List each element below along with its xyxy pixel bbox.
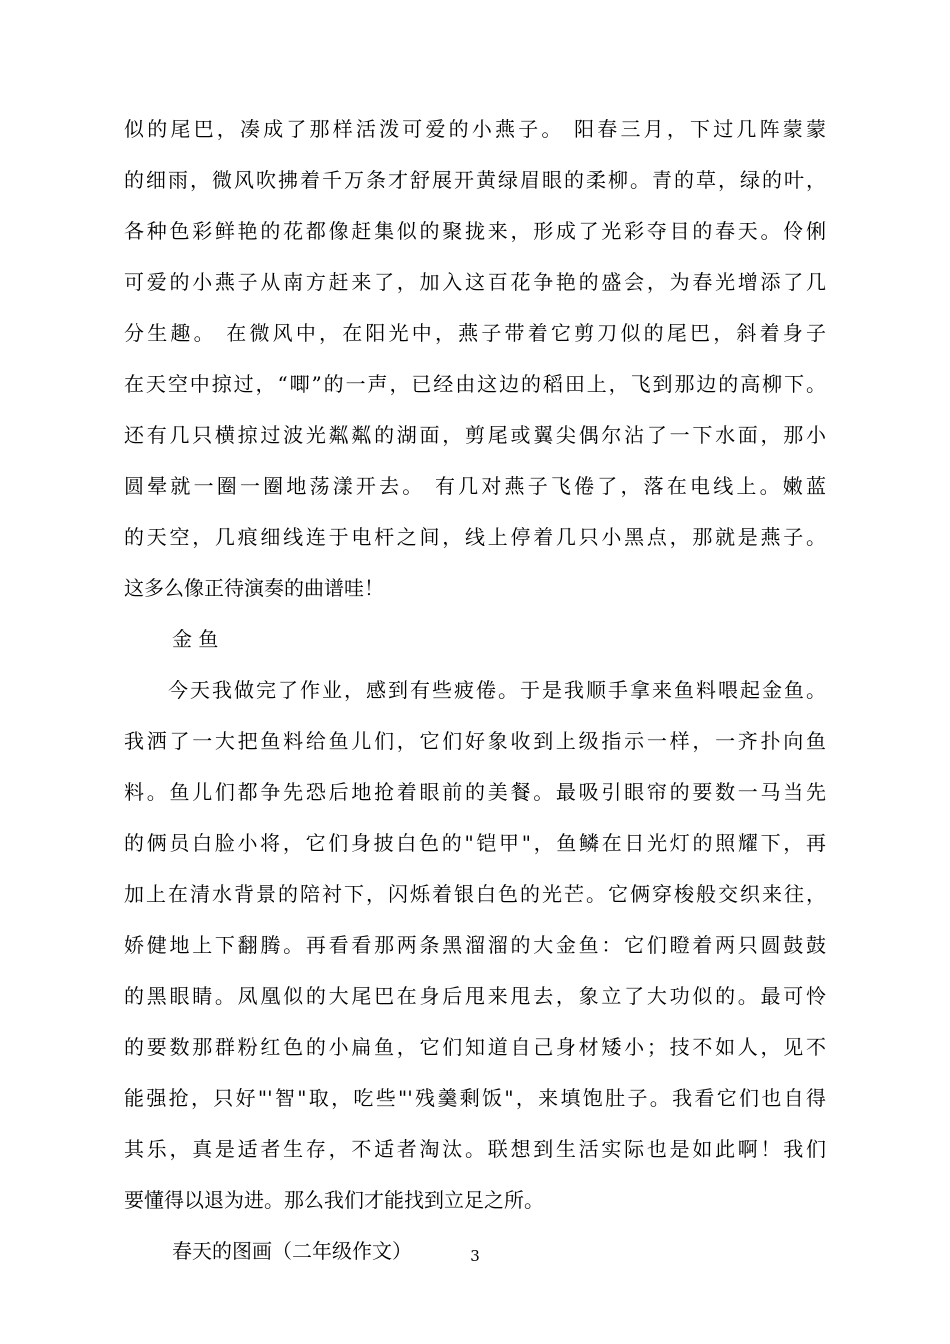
text-line: 娇健地上下翻腾。再看看那两条黑溜溜的大金鱼：它们瞪着两只圆鼓鼓 <box>124 933 826 957</box>
text-line: 今天我做完了作业，感到有些疲倦。于是我顺手拿来鱼料喂起金鱼。 <box>168 678 826 702</box>
text-line: 分生趣。 在微风中，在阳光中，燕子带着它剪刀似的尾巴，斜着身子 <box>124 321 826 345</box>
text-line: 的要数那群粉红色的小扁鱼，它们知道自己身材矮小；技不如人，见不 <box>124 1035 826 1059</box>
text-line: 圆晕就一圈一圈地荡漾开去。 有几对燕子飞倦了，落在电线上。嫩蓝 <box>124 474 826 498</box>
text-line: 其乐，真是适者生存，不适者淘汰。联想到生活实际也是如此啊！我们 <box>124 1137 826 1161</box>
text-line: 能强抢，只好"'智"取，吃些"'残羹剩饭"，来填饱肚子。我看它们也自得 <box>124 1086 826 1110</box>
text-line: 在天空中掠过，“唧”的一声，已经由这边的稻田上，飞到那边的高柳下。 <box>124 372 826 396</box>
text-line: 似的尾巴，凑成了那样活泼可爱的小燕子。 阳春三月，下过几阵蒙蒙 <box>124 117 826 141</box>
text-line: 要懂得以退为进。那么我们才能找到立足之所。 <box>124 1188 544 1212</box>
text-line: 还有几只横掠过波光粼粼的湖面，剪尾或翼尖偶尔沾了一下水面，那小 <box>124 423 826 447</box>
text-line: 加上在清水背景的陪衬下，闪烁着银白色的光芒。它俩穿梭般交织来往， <box>124 882 826 906</box>
text-line: 可爱的小燕子从南方赶来了，加入这百花争艳的盛会，为春光增添了几 <box>124 270 826 294</box>
text-line: 的黑眼睛。凤凰似的大尾巴在身后甩来甩去，象立了大功似的。最可怜 <box>124 984 826 1008</box>
section-heading-goldfish: 金 鱼 <box>172 627 219 651</box>
document-body <box>124 104 826 1277</box>
page-number: 3 <box>470 1247 480 1265</box>
text-line: 我洒了一大把鱼料给鱼儿们，它们好象收到上级指示一样，一齐扑向鱼 <box>124 729 826 753</box>
paragraph-swallow <box>124 104 826 614</box>
text-line: 这多么像正待演奏的曲谱哇！ <box>124 576 384 600</box>
text-line: 的细雨，微风吹拂着千万条才舒展开黄绿眉眼的柔柳。青的草，绿的叶， <box>124 168 826 192</box>
text-line: 的俩员白脸小将，它们身披白色的"铠甲"，鱼鳞在日光灯的照耀下，再 <box>124 831 826 855</box>
text-line: 料。鱼儿们都争先恐后地抢着眼前的美餐。最吸引眼帘的要数一马当先 <box>124 780 826 804</box>
paragraph-goldfish <box>124 665 826 1226</box>
section-heading-spring: 春天的图画（二年级作文） <box>172 1239 412 1263</box>
text-line: 的天空，几痕细线连于电杆之间，线上停着几只小黑点，那就是燕子。 <box>124 525 826 549</box>
text-line: 各种色彩鲜艳的花都像赶集似的聚拢来，形成了光彩夺目的春天。伶俐 <box>124 219 826 243</box>
